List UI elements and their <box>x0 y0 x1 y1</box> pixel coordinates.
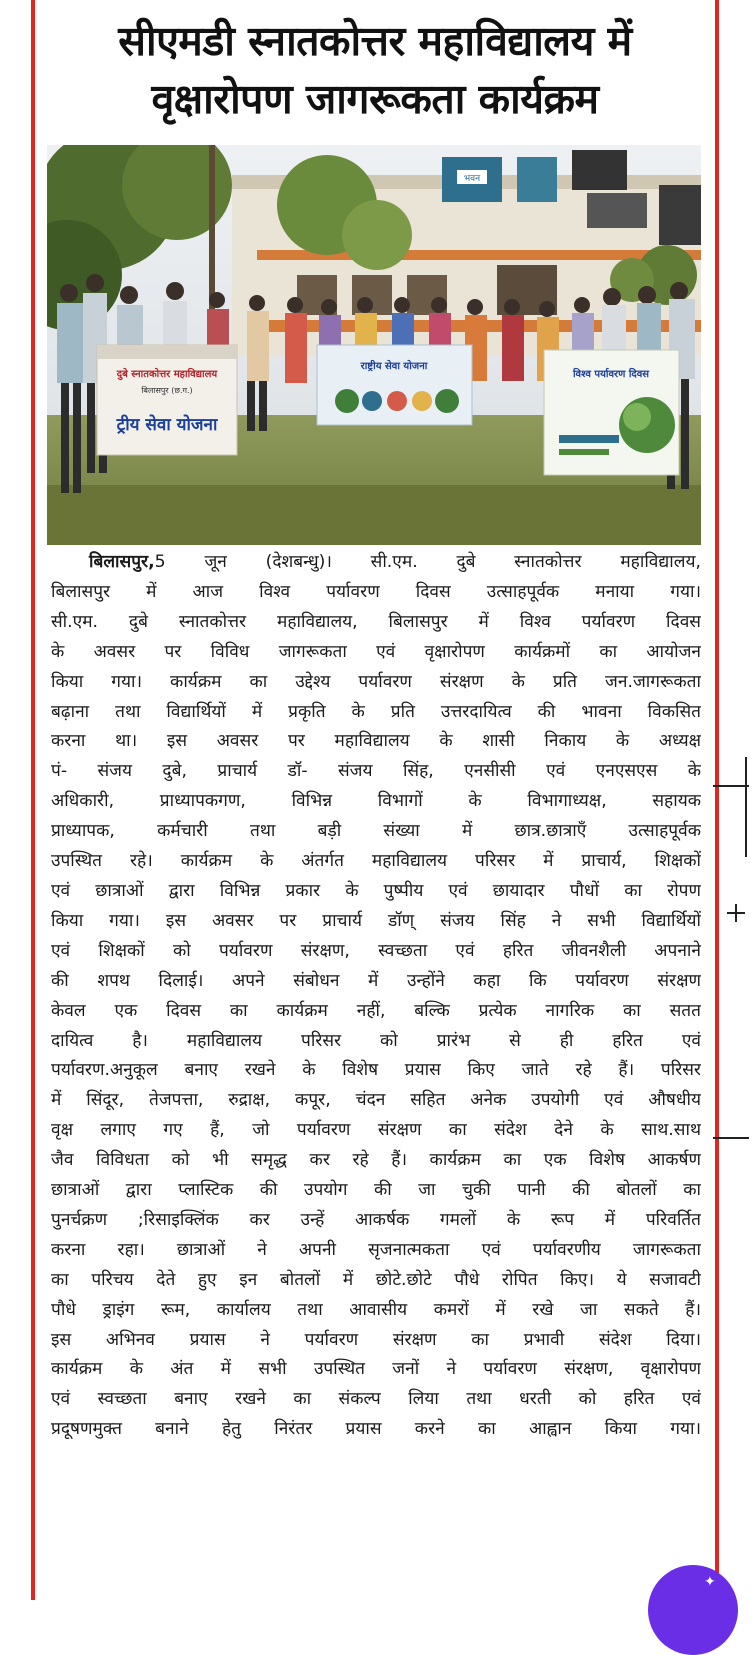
share-badge[interactable] <box>648 1565 738 1655</box>
article-line: करना था। इस अवसर पर महाविद्यालय के शासी निकाय के अध्यक्ष <box>51 731 701 752</box>
article-line: एवं छात्राओं द्वारा विभिन्न प्रकार के पुष्पीय एवं छायादार पौधों का रोपण <box>51 880 701 901</box>
article-line: का परिचय देते हुए इन बोतलों में छोटे.छोटे पौधे रोपित किए। ये सजावटी <box>51 1269 701 1290</box>
article-line: वृक्ष लगाए गए हैं, जो पर्यावरण संरक्षण का संदेश देने के साथ.साथ <box>51 1120 701 1141</box>
share-badge-icon: ✦ <box>704 1574 716 1590</box>
article-line: जैव विविधता को भी समृद्ध कर रहे हैं। कार्यक्रम का एक विशेष आकर्षण <box>51 1150 701 1171</box>
banner-right <box>544 350 679 475</box>
article-line: दायित्व है। महाविद्यालय परिसर को प्रारंभ से ही हरित एवं <box>51 1030 701 1051</box>
article-line: किया गया। कार्यक्रम का उद्देश्य पर्यावरण संरक्षण के प्रति जन.जागरूकता <box>51 671 701 692</box>
article-dateline: बिलासपुर, <box>89 552 155 572</box>
article-line: एवं शिक्षकों को पर्यावरण संरक्षण, स्वच्छता एवं हरित जीवनशैली अपनाने <box>51 940 701 961</box>
article-line: की शपथ दिलाई। अपने संबोधन में उन्होंने कहा कि पर्यावरण संरक्षण <box>51 970 701 991</box>
banner-left-line-3: ट्रीय सेवा योजना <box>116 415 218 435</box>
article-line: कार्यक्रम के अंत में सभी उपस्थित जनों ने पर्यावरण संरक्षण, वृक्षारोपण <box>51 1359 701 1380</box>
banner-center-line-1: राष्ट्रीय सेवा योजना <box>360 361 428 372</box>
article-line: प्राध्यापक, कर्मचारी तथा बड़ी संख्या में छात्र.छात्राएँ उत्साहपूर्वक <box>51 821 701 842</box>
article-line: उपस्थित रहे। कार्यक्रम के अंतर्गत महाविद्यालय परिसर में प्राचार्य, शिक्षकों <box>51 851 701 872</box>
article-line: के अवसर पर विविध जागरूकता एवं वृक्षारोपण कार्यक्रमों का आयोजन <box>51 641 701 662</box>
article-line: पर्यावरण.अनुकूल बनाए रखने के विशेष प्रयास किए जाते रहे हैं। परिसर <box>51 1060 701 1081</box>
article-line: बढ़ाना तथा विद्यार्थियों में प्रकृति के प्रति उत्तरदायित्व की भावना विकसित <box>51 701 701 722</box>
group-photo-illustration <box>47 145 701 545</box>
article-line: प्रदूषणमुक्त बनाने हेतु निरंतर प्रयास करने का आह्वान किया गया। <box>51 1419 701 1440</box>
article-line: करना रहा। छात्राओं ने अपनी सृजनात्मकता एवं पर्यावरणीय जागरूकता <box>51 1239 701 1260</box>
article-line: अधिकारी, प्राध्यापकगण, विभिन्न विभागों के विभागाध्यक्ष, सहायक <box>51 791 701 812</box>
article-line: केवल एक दिवस का कार्यक्रम नहीं, बल्कि प्रत्येक नागरिक का सतत <box>51 1000 701 1021</box>
article-line: एवं स्वच्छता बनाए रखने का संकल्प लिया तथा धरती को हरित एवं <box>51 1389 701 1410</box>
neighbor-column-rule-lower <box>713 1137 749 1139</box>
banner-left-line-2: बिलासपुर (छ.ग.) <box>141 386 193 395</box>
article-line: पौधे ड्राइंग रूम, कार्यालय तथा आवासीय कमरों में रखे जा सकते हैं। <box>51 1299 701 1320</box>
headline-line-2: वृक्षारोपण जागरूकता कार्यक्रम <box>151 75 599 123</box>
banner-left-line-1: दुबे स्नातकोत्तर महाविद्यालय <box>116 369 218 380</box>
banner-left <box>97 345 237 455</box>
right-margin <box>719 0 753 1600</box>
article-line: किया गया। इस अवसर पर प्राचार्य डॉण् संजय सिंह ने सभी विद्यार्थियों <box>51 910 701 931</box>
article-line: इस अभिनव प्रयास ने पर्यावरण संरक्षण का प्रभावी संदेश दिया। <box>51 1329 701 1350</box>
article-line: बिलासपुर में आज विश्व पर्यावरण दिवस उत्साहपूर्वक मनाया गया। <box>51 581 701 602</box>
article-line-text: 5 जून (देशबन्धु)। सी.एम. दुबे स्नातकोत्तर महाविद्यालय, <box>154 552 701 572</box>
banner-center <box>317 345 472 425</box>
neighbor-column-rule <box>713 785 749 787</box>
left-page-gutter <box>0 0 32 1600</box>
article-line: पं- संजय दुबे, प्राचार्य डॉ- संजय सिंह, एनसीसी एवं एनएसएस के <box>51 761 701 782</box>
article-line: में सिंदूर, तेजपत्ता, रुद्राक्ष, कपूर, चंदन सहित अनेक उपयोगी एवं औषधीय <box>51 1090 701 1111</box>
headline <box>40 12 710 128</box>
article-line <box>51 548 701 578</box>
left-red-column-rule <box>31 0 35 1600</box>
article-line: छात्राओं द्वारा प्लास्टिक की उपयोग की जा चुकी पानी की बोतलों का <box>51 1180 701 1201</box>
building-sign: भवन <box>463 174 481 184</box>
neighbor-plus-mark-vertical <box>735 904 737 922</box>
banner-right-line-1: विश्व पर्यावरण दिवस <box>572 369 650 380</box>
article-line: सी.एम. दुबे स्नातकोत्तर महाविद्यालय, बिलासपुर में विश्व पर्यावरण दिवस <box>51 611 701 632</box>
neighbor-column-edge <box>745 757 747 857</box>
article-line: पुनर्चक्रण ;रिसाइक्लिंक कर उन्हें आकर्षक गमलों के रूप में परिवर्तित <box>51 1209 701 1230</box>
news-photo <box>47 145 701 545</box>
headline-line-1: सीएमडी स्नातकोत्तर महाविद्यालय में <box>118 17 632 65</box>
article-body <box>51 548 701 1445</box>
